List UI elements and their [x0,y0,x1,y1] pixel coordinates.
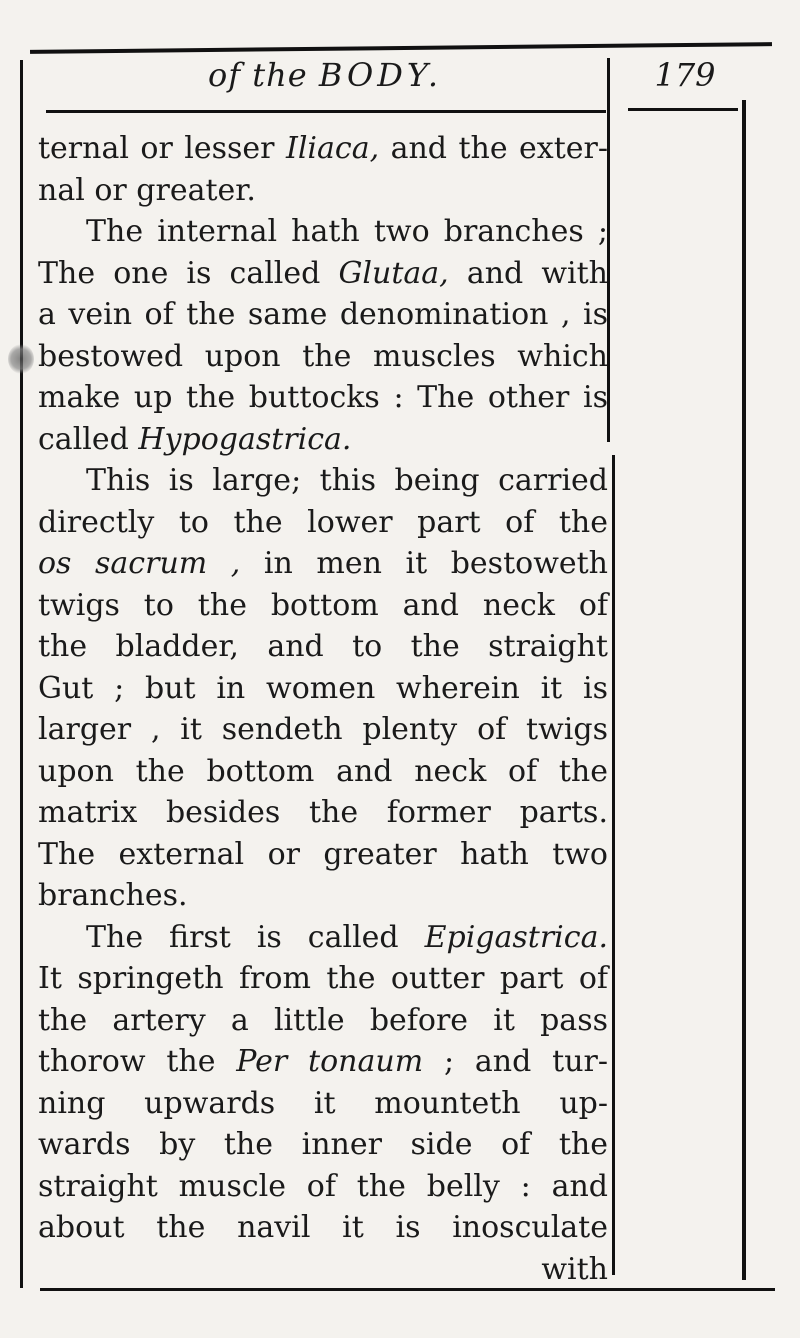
text-line: the bladder, and to the straight [38,629,608,664]
text-line: wards by the inner side of the [38,1127,608,1162]
ink-blot-mark [8,344,34,374]
text-line: make up the buttocks : The other is [38,380,608,415]
body-text [38,128,608,1290]
text-line: ning upwards it mounteth up- [38,1085,608,1121]
text-line: It springeth from the outter part of [38,961,608,996]
header-underline-left [46,110,606,113]
text-line: about the navil it is inosculate [38,1210,608,1245]
text-line: bestowed upon the muscles which [38,338,608,374]
text-line: The first is called Epigastrica. [86,919,608,955]
running-head-caps: BODY. [318,56,443,94]
text-line: nal or greater. [38,172,256,208]
text-line: matrix besides the former parts. [38,795,608,830]
column-divider-lower [612,455,615,1275]
left-border-rule [20,60,23,1288]
top-border-rule [30,42,772,54]
text-line: directly to the lower part of the [38,504,608,540]
text-line: The internal hath two branches ; [86,214,608,249]
text-line: a vein of the same denomination , is [38,297,608,332]
text-line: The one is called Glutaa, and with [38,255,608,291]
text-line: twigs to the bottom and neck of [38,587,608,623]
text-line: ternal or lesser Iliaca, and the exter- [38,131,608,166]
text-line: larger , it sendeth plenty of twigs [38,712,608,747]
text-line: Gut ; but in women wherein it is [38,670,608,706]
text-line: branches. [38,878,188,913]
text-line: upon the bottom and neck of the [38,753,608,789]
running-head [60,56,590,94]
text-line: This is large; this being carried [86,463,608,498]
text-line: the artery a little before it pass [38,1002,608,1038]
header-underline-right [628,108,738,111]
right-border-rule [742,100,746,1280]
text-line: The external or greater hath two [38,836,608,872]
page-number: 179 [654,56,716,94]
text-line: os sacrum , in men it bestoweth [38,546,609,581]
text-line: called Hypogastrica. [38,421,352,457]
running-head-italic: of the [207,56,308,94]
text-line: thorow the Per tonaum ; and tur- [38,1044,608,1079]
text-line: straight muscle of the belly : and [38,1168,608,1204]
catchword: with [541,1251,608,1287]
